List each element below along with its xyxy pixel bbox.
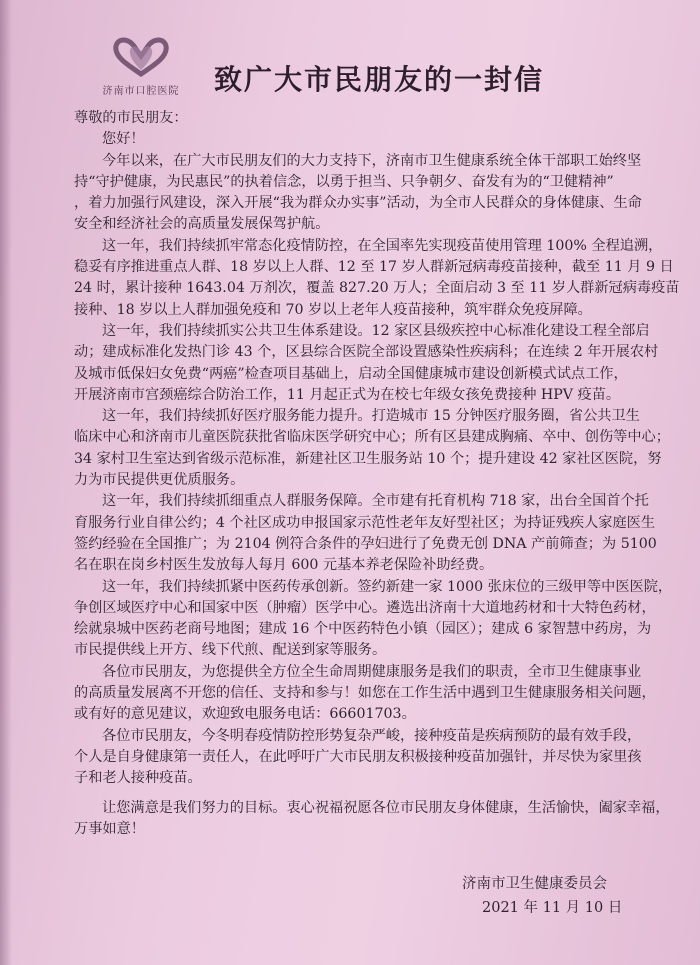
signature-date: 2021 年 11 月 10 日 xyxy=(482,900,623,916)
paragraph-line: ，着力加强行风建设，深入开展“我为群众办实事”活动，为全市人民群众的身体健康、生命 xyxy=(74,195,642,212)
paragraph xyxy=(74,577,673,662)
paragraph-line: 子和老人接种疫苗。 xyxy=(74,770,202,787)
paragraph-line: 这一年，我们持续抓好医疗服务能力提升。打造城市 15 分钟医疗服务圈，省公共卫生 xyxy=(102,408,640,425)
paragraph-line: 个人是自身健康第一责任人，在此呼吁广大市民朋友积极接种疫苗加强针，并尽快为家里孩 xyxy=(74,748,642,765)
paragraph xyxy=(74,321,666,406)
paragraph-line: 持“守护健康，为民惠民”的执着信念，以勇于担当、只争朝夕、奋发有为的“卫健精神” xyxy=(74,173,614,190)
paragraph xyxy=(74,491,666,576)
paper-shadow xyxy=(0,0,12,965)
letter-body xyxy=(74,108,680,840)
paragraph-line: 及城市低保妇女免费“两癌”检查项目基础上，启动全国健康城市建设创新模式试点工作， xyxy=(74,365,628,382)
paragraph xyxy=(74,406,670,491)
paragraph-line: 名在职在岗乡村医生发放每人每月 600 元基本养老保险补助经费。 xyxy=(74,557,494,574)
paragraph xyxy=(74,798,670,841)
paragraph-line: 绘就泉城中医药老商号地图；建成 16 个中医药特色小镇（园区）；建成 6 家智慧中药房，为 xyxy=(74,621,652,638)
paragraph-line: 这一年，我们持续抓细重点人群服务保障。全市建有托育机构 718 家，出台全国首个托 xyxy=(102,493,649,510)
paragraph-line: 稳妥有序推进重点人群、18 岁以上人群、12 至 17 岁人群新冠病毒疫苗接种，截至 11 月 9 日 xyxy=(74,259,674,276)
paragraph-line: 育服务行业自律公约；4 个社区成功申报国家示范性老年友好型社区；为持证残疾人家庭医生 xyxy=(74,514,656,531)
paragraph-line: 让您满意是我们努力的目标。衷心祝福祝愿各位市民朋友身体健康，生活愉快，阖家幸福， xyxy=(102,799,670,816)
paragraph-line: 签约经验在全国推广；为 2104 例符合条件的孕妇进行了免费无创 DNA 产前筛查；为 5100 xyxy=(74,535,657,552)
paragraph-line: 万事如意！ xyxy=(74,820,145,837)
paragraph-line: 这一年，我们持续抓牢常态化疫情防控，在全国率先实现疫苗使用管理 100% 全程追溯， xyxy=(102,237,663,254)
paragraph-line: 这一年，我们持续抓实公共卫生体系建设。12 家区县级疾控中心标准化建设工程全部启 xyxy=(102,322,650,339)
paragraph-line: 或有好的意见建议，欢迎致电服务电话：66601703。 xyxy=(74,706,416,723)
paragraph-line: 各位市民朋友，今冬明春疫情防控形势复杂严峻，接种疫苗是疾病预防的最有效手段， xyxy=(102,727,642,744)
signature-org: 济南市卫生健康委员会 xyxy=(462,876,607,892)
letter-title: 致广大市民朋友的一封信 xyxy=(214,63,545,96)
paragraph-line: 市民提供线上开方、线下代煎、配送到家等服务。 xyxy=(74,642,387,659)
paragraph-line: 24 时，累计接种 1643.04 万剂次，覆盖 827.20 万人；全面启动 3 至 11 岁人群新冠病毒疫苗 xyxy=(74,280,680,297)
paragraph-line: 这一年，我们持续抓紧中医药传承创新。签约新建一家 1000 张床位的三级甲等中医医院， xyxy=(102,578,673,595)
hospital-name: 济南市口腔医院 xyxy=(102,86,180,97)
paragraph-line: 临床中心和济南市儿童医院获批省临床医学研究中心；所有区县建成胸痛、卒中、创伤等中心； xyxy=(74,429,670,446)
paragraph xyxy=(74,151,666,236)
paragraph-line: 争创区域医疗中心和国家中医（肿瘤）医学中心。遴选出济南十大道地药材和十大特色药材， xyxy=(74,599,656,616)
hospital-logo xyxy=(86,34,196,98)
paragraph xyxy=(74,726,666,790)
paragraph-gap xyxy=(74,790,666,798)
paragraph-line: 今年以来，在广大市民朋友们的大力支持下，济南市卫生健康系统全体干部职工始终坚 xyxy=(102,152,642,169)
letter-paragraphs xyxy=(74,151,680,841)
paragraph-line: 各位市民朋友，为您提供全方位全生命周期健康服务是我们的职责，全市卫生健康事业 xyxy=(102,663,642,680)
paragraph-line: 力为市民提供更优质服务。 xyxy=(74,472,245,489)
greeting: 您好！ xyxy=(102,131,145,148)
hospital-logo-icon xyxy=(86,34,196,82)
signature-block xyxy=(462,872,662,920)
paragraph xyxy=(74,662,666,726)
paragraph-line: 安全和经济社会的高质量发展保驾护航。 xyxy=(74,216,330,233)
salutation: 尊敬的市民朋友： xyxy=(74,110,188,126)
paragraph-line: 开展济南市宫颈癌综合防治工作，11 月起正式为在校七年级女孩免费接种 HPV 疫苗。 xyxy=(74,386,621,403)
paragraph-line: 34 家村卫生室达到省级示范标准，新建社区卫生服务站 10 个；提升建设 42 家社区医院，努 xyxy=(74,450,662,467)
paragraph xyxy=(74,236,680,321)
paragraph-line: 的高质量发展离不开您的信任、支持和参与！如您在工作生活中遇到卫生健康服务相关问题， xyxy=(74,685,656,702)
paragraph-line: 动；建成标准化发热门诊 43 个，区县综合医院全部设置感染性疾病科；在连续 2 年开展农村 xyxy=(74,344,659,361)
paragraph-line: 接种、18 岁以上人群加强免疫和 70 岁以上老年人疫苗接种，筑牢群众免疫屏障。 xyxy=(74,301,592,318)
